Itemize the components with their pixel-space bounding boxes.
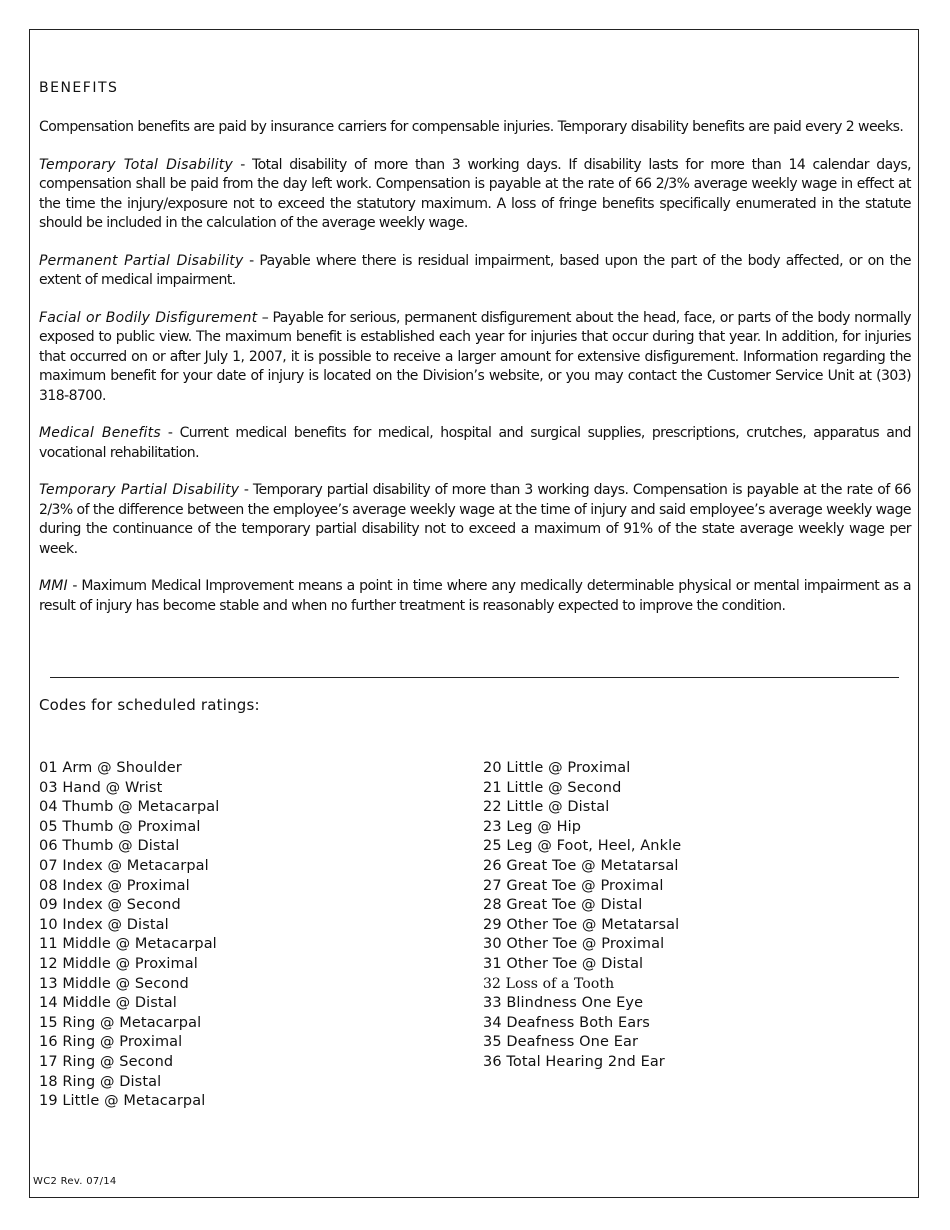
code-item: 20 Little @ Proximal bbox=[483, 760, 631, 776]
code-item: 11 Middle @ Metacarpal bbox=[39, 936, 217, 953]
definition-text: Current medical benefits for medical, hospital and surgical supplies, prescriptions, crutches, apparatus and vocational rehabilitation. bbox=[39, 425, 911, 461]
code-item: 18 Ring @ Distal bbox=[39, 1073, 162, 1090]
definition-separator: - bbox=[239, 482, 253, 498]
definition-text: Payable for serious, permanent disfigurement about the head, face, or parts of the body normally exposed to public view. The maximum benefit is established each year for injuries that occur during that year. In addition, for injuries that occurred on or after July 1, 2007, it is possible to receive a larger amount for extensive disfigurement. Information regarding the maximum benefit for your date of injury is located on the Division’s website, or you may contact the Customer Service Unit at (303) 318-8700. bbox=[39, 309, 911, 404]
code-item: 12 Middle @ Proximal bbox=[39, 955, 198, 972]
code-item: 29 Other Toe @ Metatarsal bbox=[483, 916, 680, 933]
definition-text: Maximum Medical Improvement means a point in time where any medically determinable physical or mental impairment as a result of injury has become stable and when no further treatment is reasonably expected to improve the condition. bbox=[39, 578, 911, 614]
definition-separator: - bbox=[160, 425, 180, 441]
definition-temporary-total bbox=[39, 156, 911, 234]
form-revision: WC2 Rev. 07/14 bbox=[33, 1176, 117, 1187]
code-item: 09 Index @ Second bbox=[39, 897, 181, 914]
definition-term: Temporary Total Disability bbox=[39, 156, 233, 173]
code-item: 06 Thumb @ Distal bbox=[39, 838, 180, 855]
code-item: 33 Blindness One Eye bbox=[483, 995, 644, 1012]
definition-separator: - bbox=[232, 156, 252, 173]
definition-term: Medical Benefits bbox=[39, 425, 161, 441]
code-item: 19 Little @ Metacarpal bbox=[39, 1093, 206, 1110]
code-item: 01 Arm @ Shoulder bbox=[39, 760, 182, 776]
definition-term: Permanent Partial Disability bbox=[39, 252, 244, 269]
code-item: 05 Thumb @ Proximal bbox=[39, 818, 201, 835]
definition-term: MMI bbox=[39, 578, 68, 594]
code-item: 17 Ring @ Second bbox=[39, 1053, 174, 1070]
definition-text: Temporary partial disability of more than 3 working days. Compensation is payable at the rate of 66 2/3% of the difference between the employee’s average weekly wage at the time of injury and said employee’s average weekly wage during the continuance of the temporary partial disability not to exceed a maximum of 91% of the state average weekly wage per week. bbox=[39, 482, 911, 557]
definition-separator: - bbox=[243, 252, 260, 269]
code-item: 08 Index @ Proximal bbox=[39, 877, 190, 894]
code-item: 31 Other Toe @ Distal bbox=[483, 955, 644, 972]
code-item: 26 Great Toe @ Metatarsal bbox=[483, 857, 679, 874]
codes-list-right bbox=[483, 759, 681, 1073]
code-item: 23 Leg @ Hip bbox=[483, 818, 582, 835]
definition-disfigurement bbox=[39, 309, 911, 407]
code-item: 30 Other Toe @ Proximal bbox=[483, 936, 665, 953]
code-item: 04 Thumb @ Metacarpal bbox=[39, 799, 220, 816]
code-item: 22 Little @ Distal bbox=[483, 799, 610, 816]
code-item: 28 Great Toe @ Distal bbox=[483, 897, 643, 914]
definition-separator: - bbox=[67, 578, 82, 594]
definition-term: Temporary Partial Disability bbox=[39, 482, 240, 498]
intro-paragraph: Compensation benefits are paid by insurance carriers for compensable injuries. Temporary disability benefits are paid every 2 weeks. bbox=[39, 119, 904, 135]
definition-text: Total disability of more than 3 working days. If disability lasts for more than 14 calendar days, compensation shall be paid from the day left work. Compensation is payable at the rate of 66 2/3% average weekly wage in effect at the time the injury/exposure not to exceed the statutory maximum. A loss of fringe benefits specifically enumerated in the statute should be included in the calculation of the average weekly wage. bbox=[39, 156, 911, 231]
code-item: 03 Hand @ Wrist bbox=[39, 779, 163, 796]
section-heading: BENEFITS bbox=[39, 80, 119, 96]
codes-list-left bbox=[39, 759, 219, 1112]
definition-term: Facial or Bodily Disfigurement bbox=[39, 309, 258, 326]
code-item: 35 Deafness One Ear bbox=[483, 1034, 639, 1051]
code-item: 13 Middle @ Second bbox=[39, 975, 189, 992]
code-item: 21 Little @ Second bbox=[483, 779, 622, 796]
code-item: 27 Great Toe @ Proximal bbox=[483, 877, 664, 894]
code-item: 16 Ring @ Proximal bbox=[39, 1034, 183, 1051]
code-item: 10 Index @ Distal bbox=[39, 916, 169, 933]
code-item: 32 Loss of a Tooth bbox=[483, 975, 615, 992]
section-divider bbox=[50, 677, 899, 678]
definition-permanent-partial bbox=[39, 252, 911, 291]
definition-temporary-partial bbox=[39, 481, 911, 559]
code-item: 14 Middle @ Distal bbox=[39, 995, 177, 1012]
code-item: 15 Ring @ Metacarpal bbox=[39, 1014, 202, 1031]
definition-text: Payable where there is residual impairment, based upon the part of the body affected, or on the extent of medical impairment. bbox=[39, 252, 911, 288]
code-item: 34 Deafness Both Ears bbox=[483, 1014, 650, 1031]
codes-title: Codes for scheduled ratings: bbox=[39, 696, 260, 714]
code-item: 07 Index @ Metacarpal bbox=[39, 857, 209, 874]
benefits-section bbox=[39, 78, 911, 634]
definition-mmi bbox=[39, 577, 911, 616]
definition-separator: – bbox=[257, 309, 273, 326]
code-item: 36 Total Hearing 2nd Ear bbox=[483, 1053, 665, 1070]
definition-medical-benefits bbox=[39, 424, 911, 463]
code-item: 25 Leg @ Foot, Heel, Ankle bbox=[483, 838, 682, 855]
